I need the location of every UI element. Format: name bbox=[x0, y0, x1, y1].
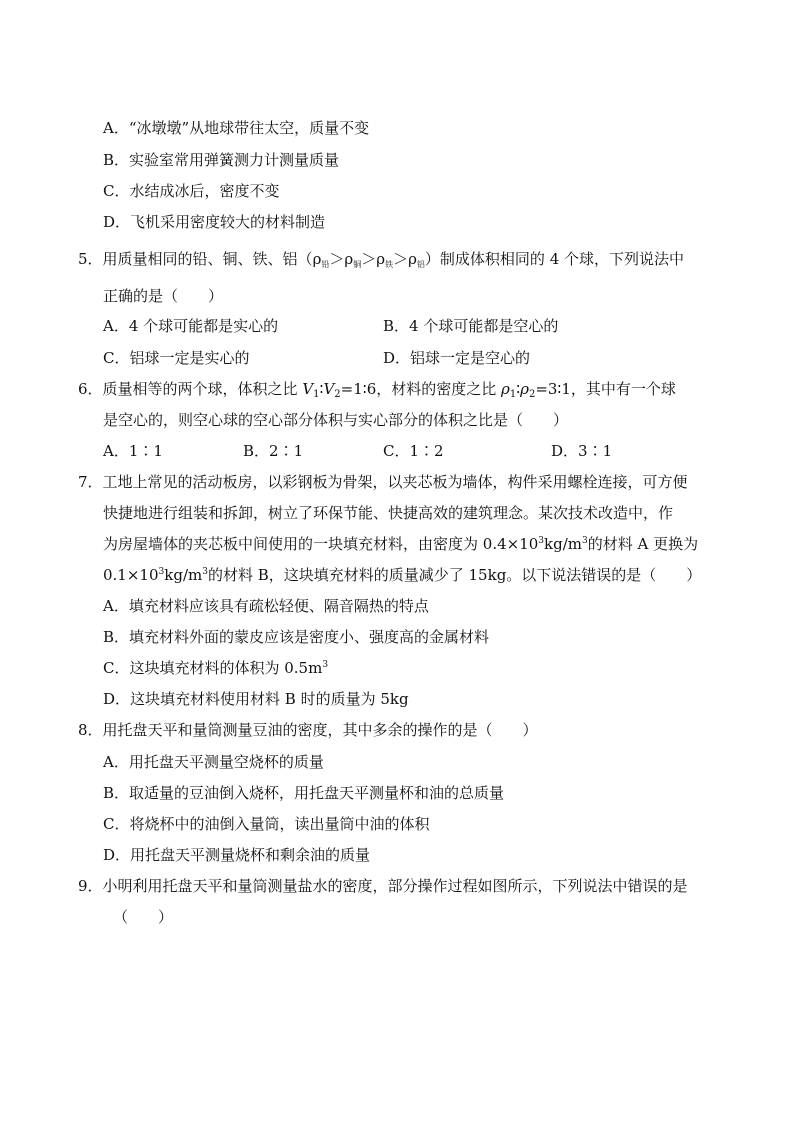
q7-line1-text: 工地上常见的活动板房，以彩钢板为骨架，以夹芯板为墙体，构件采用螺栓连接，可方便 bbox=[102, 473, 688, 491]
q8-number: 8． bbox=[78, 721, 103, 739]
sub-copper: 铜 bbox=[353, 260, 362, 269]
sub-iron: 铁 bbox=[385, 260, 394, 269]
v-symbol: V bbox=[323, 380, 335, 398]
q7-line3-pre: 为房屋墙体的夹芯板中间使用的一块填充材料，由密度为 0.4×10 bbox=[103, 535, 539, 553]
gt-sign: ＞ bbox=[361, 250, 377, 268]
q6-stem bbox=[78, 379, 676, 402]
q9-number: 9． bbox=[78, 877, 103, 895]
q5-stem bbox=[78, 249, 684, 272]
ratio-rho: =3∶1，其中有一个球 bbox=[535, 380, 676, 398]
sub-aluminum: 铝 bbox=[416, 260, 425, 269]
rho-symbol: ρ bbox=[501, 380, 510, 398]
q8-option-a: A．用托盘天平测量空烧杯的质量 bbox=[103, 753, 324, 771]
q7-stem-line4 bbox=[103, 565, 701, 588]
sub-lead: 铅 bbox=[321, 260, 330, 269]
q6-stem-line2: 是空心的，则空心球的空心部分体积与实心部分的体积之比是（ ） bbox=[103, 411, 569, 429]
q8-option-b: B．取适量的豆油倒入烧杯，用托盘天平测量杯和油的总质量 bbox=[103, 784, 505, 802]
unit: kg/m bbox=[164, 566, 203, 584]
q7-option-c-text: C．这块填充材料的体积为 0.5m bbox=[103, 659, 323, 677]
q5-option-a: A．4 个球可能都是实心的 bbox=[103, 317, 279, 335]
ratio-v: =1∶6，材料的密度之比 bbox=[340, 380, 501, 398]
rho-symbol: ρ bbox=[344, 250, 354, 268]
exponent: 3 bbox=[202, 567, 208, 577]
q7-option-c bbox=[103, 658, 328, 681]
unit: kg/m bbox=[544, 535, 582, 553]
exponent: 3 bbox=[158, 567, 165, 577]
rho-subscript-2: 2 bbox=[528, 389, 536, 400]
q9-stem-line2: （ ） bbox=[113, 908, 174, 926]
q5-option-c: C．铝球一定是实心的 bbox=[103, 349, 250, 367]
q5-stem-line2: 正确的是（ ） bbox=[103, 287, 224, 305]
q7-number: 7． bbox=[78, 473, 103, 491]
v-subscript-1: 1 bbox=[313, 389, 320, 400]
v-symbol: V bbox=[302, 380, 314, 398]
q6-option-d: D．3∶1 bbox=[551, 442, 613, 460]
rho-subscript-1: 1 bbox=[509, 389, 517, 400]
q8-option-c: C．将烧杯中的油倒入量筒，读出量筒中油的体积 bbox=[103, 815, 430, 833]
q9-stem bbox=[78, 876, 688, 896]
q5-option-b: B．4 个球可能都是空心的 bbox=[383, 317, 559, 335]
q8-stem-text: 用托盘天平和量筒测量豆油的密度，其中多余的操作的是（ ） bbox=[102, 721, 538, 739]
q8-option-d: D．用托盘天平测量烧杯和剩余油的质量 bbox=[103, 846, 371, 864]
q7-option-a: A．填充材料应该具有疏松轻便、隔音隔热的特点 bbox=[103, 597, 429, 615]
rho-symbol: ρ bbox=[376, 250, 386, 268]
q4-option-a: A．“冰墩墩”从地球带往太空，质量不变 bbox=[103, 119, 370, 137]
ratio-sep: ∶ bbox=[319, 380, 324, 398]
q4-option-b: B．实验室常用弹簧测力计测量质量 bbox=[103, 151, 340, 169]
rho-symbol: ρ bbox=[312, 250, 322, 268]
q6-option-c: C．1∶2 bbox=[383, 442, 444, 460]
v-subscript-2: 2 bbox=[334, 389, 341, 400]
rho-symbol: ρ bbox=[408, 250, 417, 268]
q4-option-d: D．飞机采用密度较大的材料制造 bbox=[103, 213, 326, 231]
q7-line4-pre: 0.1×10 bbox=[103, 566, 159, 584]
rho-symbol: ρ bbox=[520, 380, 529, 398]
q7-stem-line1 bbox=[78, 472, 688, 492]
exponent: 3 bbox=[538, 536, 545, 546]
q7-option-b: B．填充材料外面的蒙皮应该是密度小、强度高的金属材料 bbox=[103, 628, 490, 646]
q6-number: 6． bbox=[78, 380, 103, 398]
ratio-sep: ∶ bbox=[516, 380, 521, 398]
q8-stem bbox=[78, 720, 538, 740]
q6-option-a: A．1∶1 bbox=[103, 442, 163, 460]
q6-option-b: B．2∶1 bbox=[243, 442, 304, 460]
q6-stem-text: 质量相等的两个球，体积之比 bbox=[102, 380, 303, 398]
q5-stem-post: ）制成体积相同的 4 个球，下列说法中 bbox=[424, 250, 685, 268]
q5-number: 5． bbox=[78, 250, 103, 268]
q7-stem-line3 bbox=[103, 534, 698, 557]
exponent: 3 bbox=[581, 536, 588, 546]
gt-sign: ＞ bbox=[329, 250, 345, 268]
q7-stem-line2: 快捷地进行组装和拆卸，树立了环保节能、快捷高效的建筑理念。某次技术改造中，作 bbox=[103, 504, 674, 522]
q7-line3-post: 的材料 A 更换为 bbox=[587, 535, 699, 553]
q5-stem-pre: 用质量相同的铅、铜、铁、铝（ bbox=[102, 250, 313, 268]
q4-option-c: C．水结成冰后，密度不变 bbox=[103, 182, 280, 200]
gt-sign: ＞ bbox=[393, 250, 409, 268]
q7-option-d: D．这块填充材料使用材料 B 时的质量为 5kg bbox=[103, 690, 409, 708]
q7-line4-post: 的材料 B，这块填充材料的质量减少了 15kg。以下说法错误的是（ ） bbox=[207, 566, 702, 584]
exponent: 3 bbox=[322, 660, 329, 670]
q9-stem-text: 小明利用托盘天平和量筒测量盐水的密度，部分操作过程如图所示，下列说法中错误的是 bbox=[102, 877, 688, 895]
q5-option-d: D．铝球一定是空心的 bbox=[383, 349, 531, 367]
